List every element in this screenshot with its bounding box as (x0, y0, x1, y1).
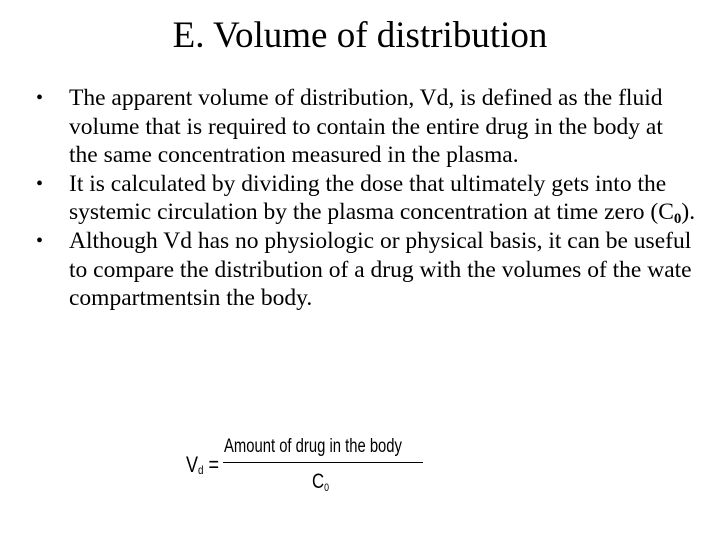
bullet-list (36, 84, 696, 313)
formula-denominator-subscript: 0 (324, 482, 330, 494)
bullet-text: It is calculated by dividing the dose that ultimately gets into the systemic circulation by the plasma concentration at time zero (C (69, 170, 674, 226)
formula-denominator (312, 470, 329, 500)
bullet-item (36, 170, 696, 227)
bullet-subscript: 0 (673, 211, 682, 228)
formula-equals: = (203, 452, 220, 477)
bullet-dot-icon: • (36, 229, 44, 252)
bullet-dot-icon: • (36, 87, 44, 109)
bullet-text: Although Vd has no physiologic or physical basis, it can be useful to compare the distribution of a drug with the volumes of the wate compartmentsin the body. (69, 227, 692, 312)
formula-lhs (186, 452, 219, 483)
formula-lhs-subscript: d (198, 463, 204, 477)
slide-title: E. Volume of distribution (172, 15, 548, 56)
bullet-item (36, 84, 696, 170)
formula-fraction-bar (223, 462, 423, 463)
bullet-text: The apparent volume of distribution, Vd, is defined as the fluid volume that is required to contain the entire drug in the body at the same concentration measured in the plasma. (69, 85, 663, 169)
bullet-dot-icon: • (36, 172, 44, 195)
formula-denominator-symbol: C (312, 470, 325, 493)
vd-formula (186, 436, 436, 506)
formula-numerator: Amount of drug in the body (224, 436, 402, 457)
bullet-item (36, 227, 696, 313)
formula-lhs-symbol: V (186, 452, 199, 477)
bullet-text-end: ). (681, 199, 696, 226)
